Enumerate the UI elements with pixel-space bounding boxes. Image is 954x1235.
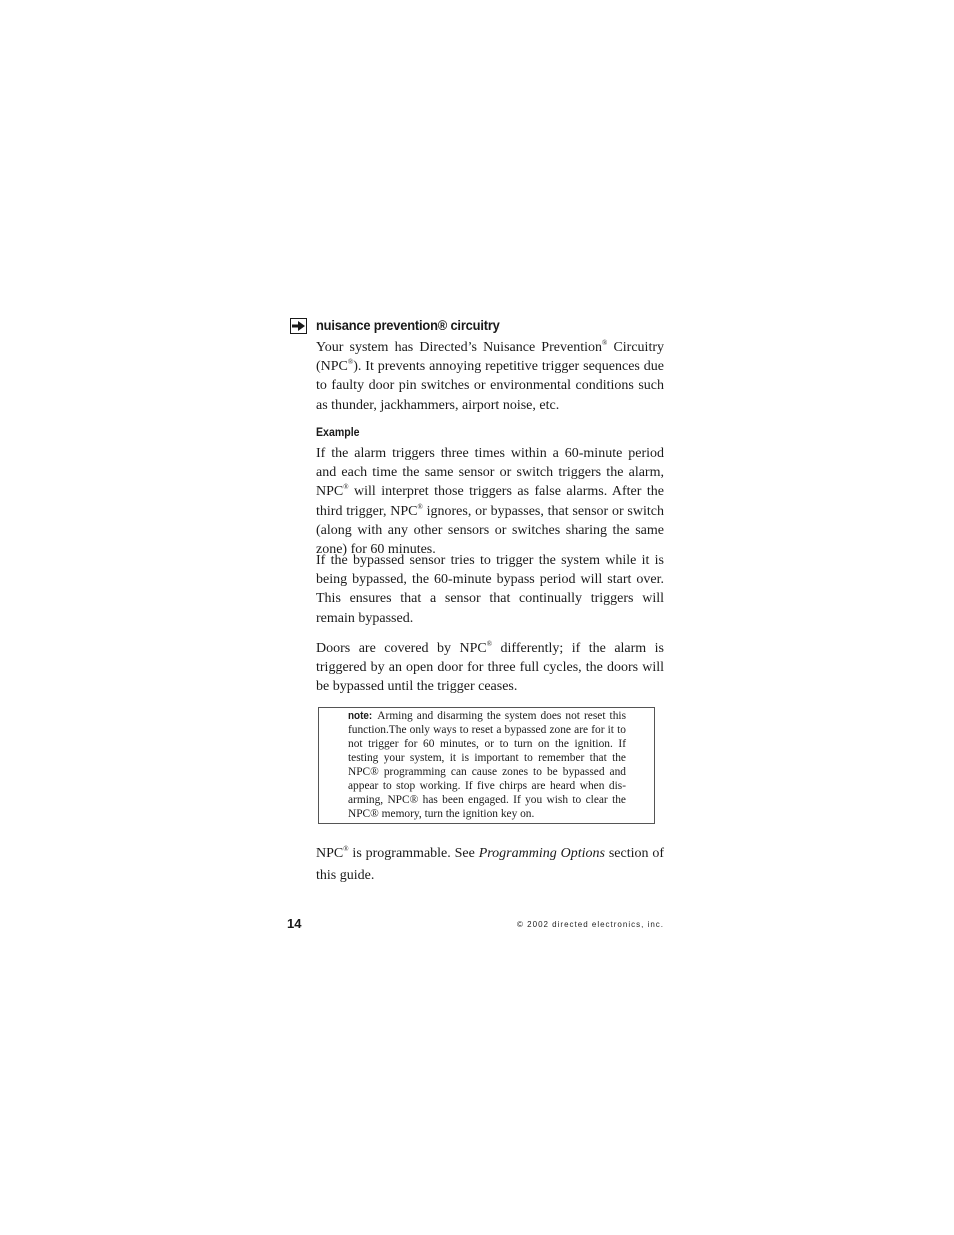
- closing-text-2: is programmable. See: [348, 846, 479, 861]
- example-paragraph-3: [316, 639, 664, 697]
- note-text-block: [348, 709, 626, 821]
- registered-mark: ®: [486, 640, 493, 648]
- example-paragraph-1: [316, 444, 664, 559]
- note-body: Arming and disarming the system does not reset this function.The only ways to reset a bypassed zone are for it to not trigger for 60 minutes, or to turn on the ignition. If testing your system, it is important to remember that the NPC® programming can cause zones to be bypassed and appear to stop working. If five chirps are heard when dis-arming, NPC® has been engaged. If you wish to clear the NPC® memory, turn the ignition key on.: [348, 710, 626, 820]
- registered-mark: ®: [343, 483, 349, 492]
- section-title: nuisance prevention® circuitry: [316, 317, 500, 333]
- example-heading: Example: [316, 427, 360, 439]
- copyright-notice: © 2002 directed electronics, inc.: [517, 920, 664, 929]
- closing-text-1: NPC: [316, 846, 344, 861]
- example-paragraph-1-block: [316, 444, 664, 559]
- example-paragraph-3-block: [316, 639, 664, 697]
- intro-text-2: Circuitry (NPC: [316, 340, 664, 375]
- note-box: [318, 707, 655, 824]
- example-text-3b: differently; if the alarm is triggered by an open door for three full cycles, the doors will be bypassed until the trigger ceases.: [316, 641, 664, 695]
- closing-paragraph: [316, 843, 664, 887]
- registered-mark: ®: [417, 502, 423, 511]
- example-text-3a: Doors are covered by NPC: [316, 641, 487, 656]
- intro-text-3: ). It prevents annoying repetitive trigger sequences due to faulty door pin switches or environmental conditions such as thunder, jackhammers, airport noise, etc.: [316, 359, 664, 413]
- intro-text-1: Your system has Directed’s Nuisance Prevention: [316, 340, 602, 355]
- example-paragraph-2: If the bypassed sensor tries to trigger the system while it is being bypassed, the 60-minute bypass period will start over. This ensures that a sensor that continually triggers will remain bypassed.: [316, 553, 664, 626]
- note-label: note:: [348, 710, 373, 722]
- programming-options-reference: Programming Options: [478, 846, 605, 861]
- example-text-1a: If the alarm triggers three times within a 60-minute period and each time the same sensor or switch triggers the alarm, NPC: [316, 446, 664, 500]
- example-paragraph-2-block: [316, 551, 664, 628]
- closing-paragraph-block: [316, 843, 664, 887]
- closing-text-3: section of this guide.: [316, 846, 664, 883]
- registered-mark: ®: [601, 339, 608, 347]
- page-number: 14: [287, 916, 302, 931]
- right-arrow-icon: [290, 318, 307, 334]
- example-text-1b: will interpret those triggers as false alarms. After the third trigger, NPC: [316, 484, 664, 519]
- registered-mark: ®: [347, 358, 354, 367]
- example-text-1c: ignores, or bypasses, that sensor or switch (along with any other sensors or switches sharing the same zone) for 60 minutes.: [316, 503, 664, 558]
- intro-paragraph: [316, 338, 664, 415]
- intro-paragraph-block: [316, 338, 664, 415]
- registered-mark: ®: [343, 845, 349, 853]
